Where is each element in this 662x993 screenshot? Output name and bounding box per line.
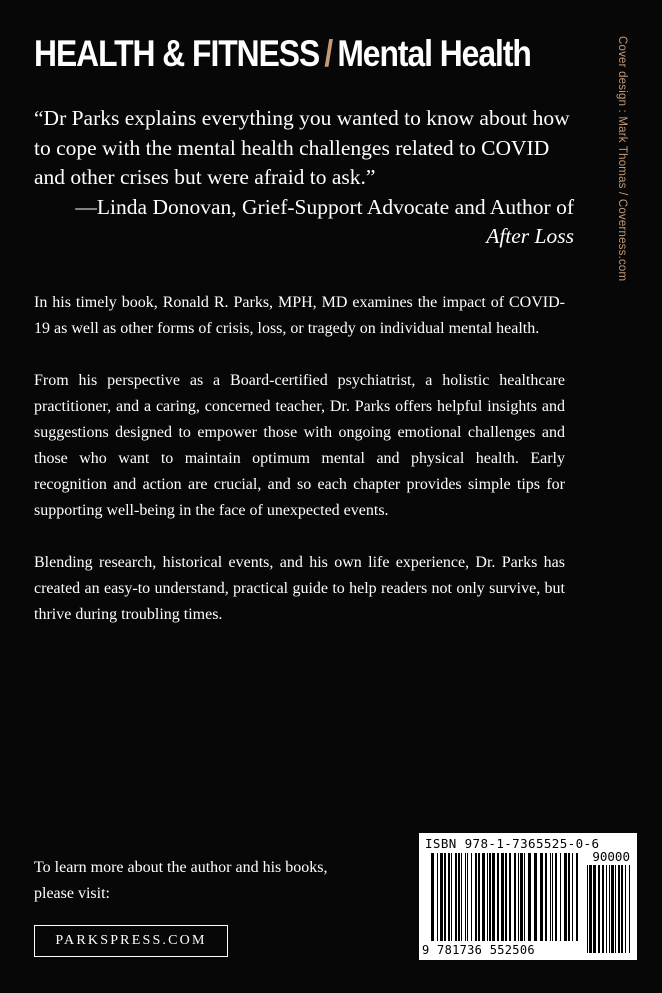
testimonial-attribution: —Linda Donovan, Grief-Support Advocate and Author of (75, 194, 574, 219)
category-heading (34, 32, 531, 76)
visit-line-2: please visit: (34, 885, 110, 902)
testimonial-book-title: After Loss (486, 224, 574, 249)
isbn-barcode (419, 833, 637, 960)
description-paragraph-1: In his timely book, Ronald R. Parks, MPH, MD examines the impact of COVID-19 as well as other forms of crisis, loss, or tragedy on individual mental health. (34, 294, 565, 337)
category-separator: / (324, 33, 333, 74)
website-link[interactable]: PARKSPRESS.COM (34, 925, 228, 957)
book-description (34, 290, 565, 654)
visit-line-1: To learn more about the author and his books, (34, 859, 328, 876)
description-paragraph-2: From his perspective as a Board-certified psychiatrist, a holistic healthcare practitioner, and a caring, concerned teacher, Dr. Parks offers helpful insights and suggestions designed to empower those with ongoing emotional challenges and those who want to maintain optimum mental and physical health. Early recognition and action are crucial, and so each chapter provides simple tips for supporting well-being in the face of unexpected events. (34, 372, 565, 519)
category-label: HEALTH & FITNESS (34, 33, 320, 74)
subcategory-label: Mental Health (337, 33, 531, 74)
cover-design-credit: Cover design : Mark Thomas / Coverness.com (616, 36, 628, 282)
testimonial (34, 104, 574, 252)
barcode-bars-icon (419, 833, 637, 960)
testimonial-attribution-block (34, 193, 574, 252)
description-paragraph-3: Blending research, historical events, and his own life experience, Dr. Parks has created an easy-to understand, practical guide to help readers not only survive, but thrive during troubling times. (34, 554, 565, 623)
isbn-number: ISBN 978-1-7365525-0-6 (425, 836, 600, 851)
price-code: 90000 (592, 849, 630, 864)
ean-digits: 9 781736 552506 (422, 943, 535, 957)
testimonial-quote: “Dr Parks explains everything you wanted to know about how to cope with the mental health challenges related to COVID and other crises but were afraid to ask.” (34, 106, 570, 190)
visit-prompt (34, 855, 394, 907)
